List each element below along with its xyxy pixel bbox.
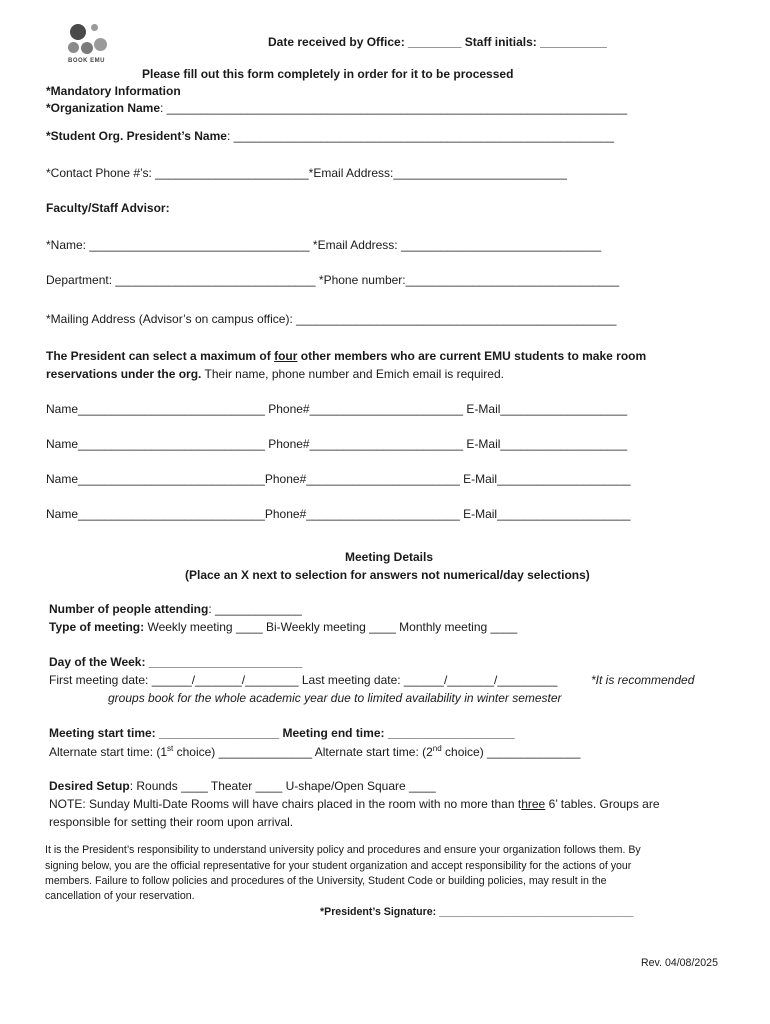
revision-date: Rev. 04/08/2025 [641, 957, 718, 969]
president-name-blank: : _________________________________________________________ [226, 129, 615, 143]
meeting-details-heading: Meeting Details [345, 550, 434, 564]
recommendation-note: *It is recommended [591, 673, 695, 687]
logo-circle [81, 42, 93, 54]
instruction-text: Please fill out this form completely in order for it to be processed [142, 67, 514, 81]
people-attending-field[interactable] [49, 602, 302, 616]
intro-text: reservations under the org. [46, 367, 202, 381]
organization-name-label: *Organization Name [46, 101, 161, 115]
president-name-field[interactable] [46, 129, 614, 143]
mandatory-heading: *Mandatory Information [46, 84, 181, 98]
meeting-dates-field[interactable]: First meeting date: ______/_______/________ Last meeting date: ______/_______/_________ [49, 673, 558, 687]
intro-text: Their name, phone number and Emich email is required. [201, 367, 504, 381]
note-text: 6’ tables. Groups are [545, 797, 660, 811]
logo-circle [68, 42, 79, 53]
people-attending-blank: : _____________ [208, 602, 302, 616]
setup-note-continued: responsible for setting their room upon arrival. [49, 815, 294, 829]
advisor-heading: Faculty/Staff Advisor: [46, 201, 170, 215]
meeting-type-options: Weekly meeting ____ Bi-Weekly meeting ____ Monthly meeting ____ [144, 620, 518, 634]
office-use-line: Date received by Office: ________ Staff initials: __________ [268, 35, 607, 49]
logo-circle [70, 24, 86, 40]
setup-label: Desired Setup [49, 779, 130, 793]
meeting-details-subheading: (Place an X next to selection for answers not numerical/day selections) [185, 568, 590, 582]
desired-setup-field[interactable] [49, 779, 436, 793]
organization-name-field[interactable] [46, 101, 627, 115]
intro-underline-text: four [274, 349, 298, 363]
contact-phone-email-field[interactable]: *Contact Phone #’s: _______________________*Email Address:__________________________ [46, 166, 567, 180]
member-row[interactable]: Name____________________________Phone#_______________________ E-Mail____________________ [46, 472, 631, 486]
advisor-department-phone-field[interactable]: Department: ______________________________ *Phone number:________________________________ [46, 273, 620, 287]
logo-circle [94, 38, 107, 51]
policy-text-line: It is the President’s responsibility to understand university policy and procedures and ensure your organization follows them. By [45, 844, 641, 856]
policy-text-line: members. Failure to follow policies and procedures of the University, Student Code or building policies, may result in the [45, 875, 607, 887]
alternate-start-times-field[interactable] [49, 744, 580, 759]
alt-text: Alternate start time: (1 [49, 745, 168, 759]
organization-name-blank: : _____________________________________________________________________ [160, 101, 628, 115]
meeting-type-field[interactable] [49, 620, 517, 634]
setup-note [49, 797, 660, 811]
logo-text: BOOK EMU [68, 58, 105, 64]
members-intro-line-1 [46, 349, 646, 363]
setup-options: : Rounds ____ Theater ____ U-shape/Open Square ____ [129, 779, 436, 793]
day-of-week-field[interactable]: Day of the Week: _______________________ [49, 655, 303, 669]
policy-text-line: cancellation of your reservation. [45, 890, 195, 902]
member-row[interactable]: Name____________________________Phone#_______________________ E-Mail____________________ [46, 507, 631, 521]
president-signature-field[interactable]: *President’s Signature: _________________________________ [320, 906, 634, 918]
member-row[interactable]: Name____________________________ Phone#_______________________ E-Mail___________________ [46, 437, 628, 451]
meeting-start-end-field[interactable]: Meeting start time: __________________ Meeting end time: ___________________ [49, 726, 515, 740]
intro-text: The President can select a maximum of [46, 349, 275, 363]
intro-text: other members who are current EMU students to make room [297, 349, 647, 363]
emu-logo [64, 20, 114, 82]
advisor-mailing-address-field[interactable]: *Mailing Address (Advisor’s on campus office): ________________________________________________ [46, 312, 617, 326]
alt-sup: st [167, 744, 174, 753]
president-name-label: *Student Org. President’s Name [46, 129, 227, 143]
people-attending-label: Number of people attending [49, 602, 209, 616]
members-intro-line-2 [46, 367, 504, 381]
advisor-name-email-field[interactable]: *Name: _________________________________ *Email Address: ______________________________ [46, 238, 602, 252]
policy-text-line: signing below, you are the official representative for your student organization and accept responsibility for the actions of your [45, 860, 632, 872]
member-row[interactable]: Name____________________________ Phone#_______________________ E-Mail___________________ [46, 402, 628, 416]
alt-text: choice) ______________ [441, 745, 581, 759]
note-text: NOTE: Sunday Multi-Date Rooms will have chairs placed in the room with no more than t [49, 797, 522, 811]
meeting-type-label: Type of meeting: [49, 620, 145, 634]
note-underline: hree [521, 797, 546, 811]
recommendation-note-continued: groups book for the whole academic year due to limited availability in winter semester [108, 691, 562, 705]
alt-text: choice) ______________ Alternate start time: (2 [173, 745, 433, 759]
alt-sup: nd [432, 744, 442, 753]
logo-circle [91, 24, 98, 31]
